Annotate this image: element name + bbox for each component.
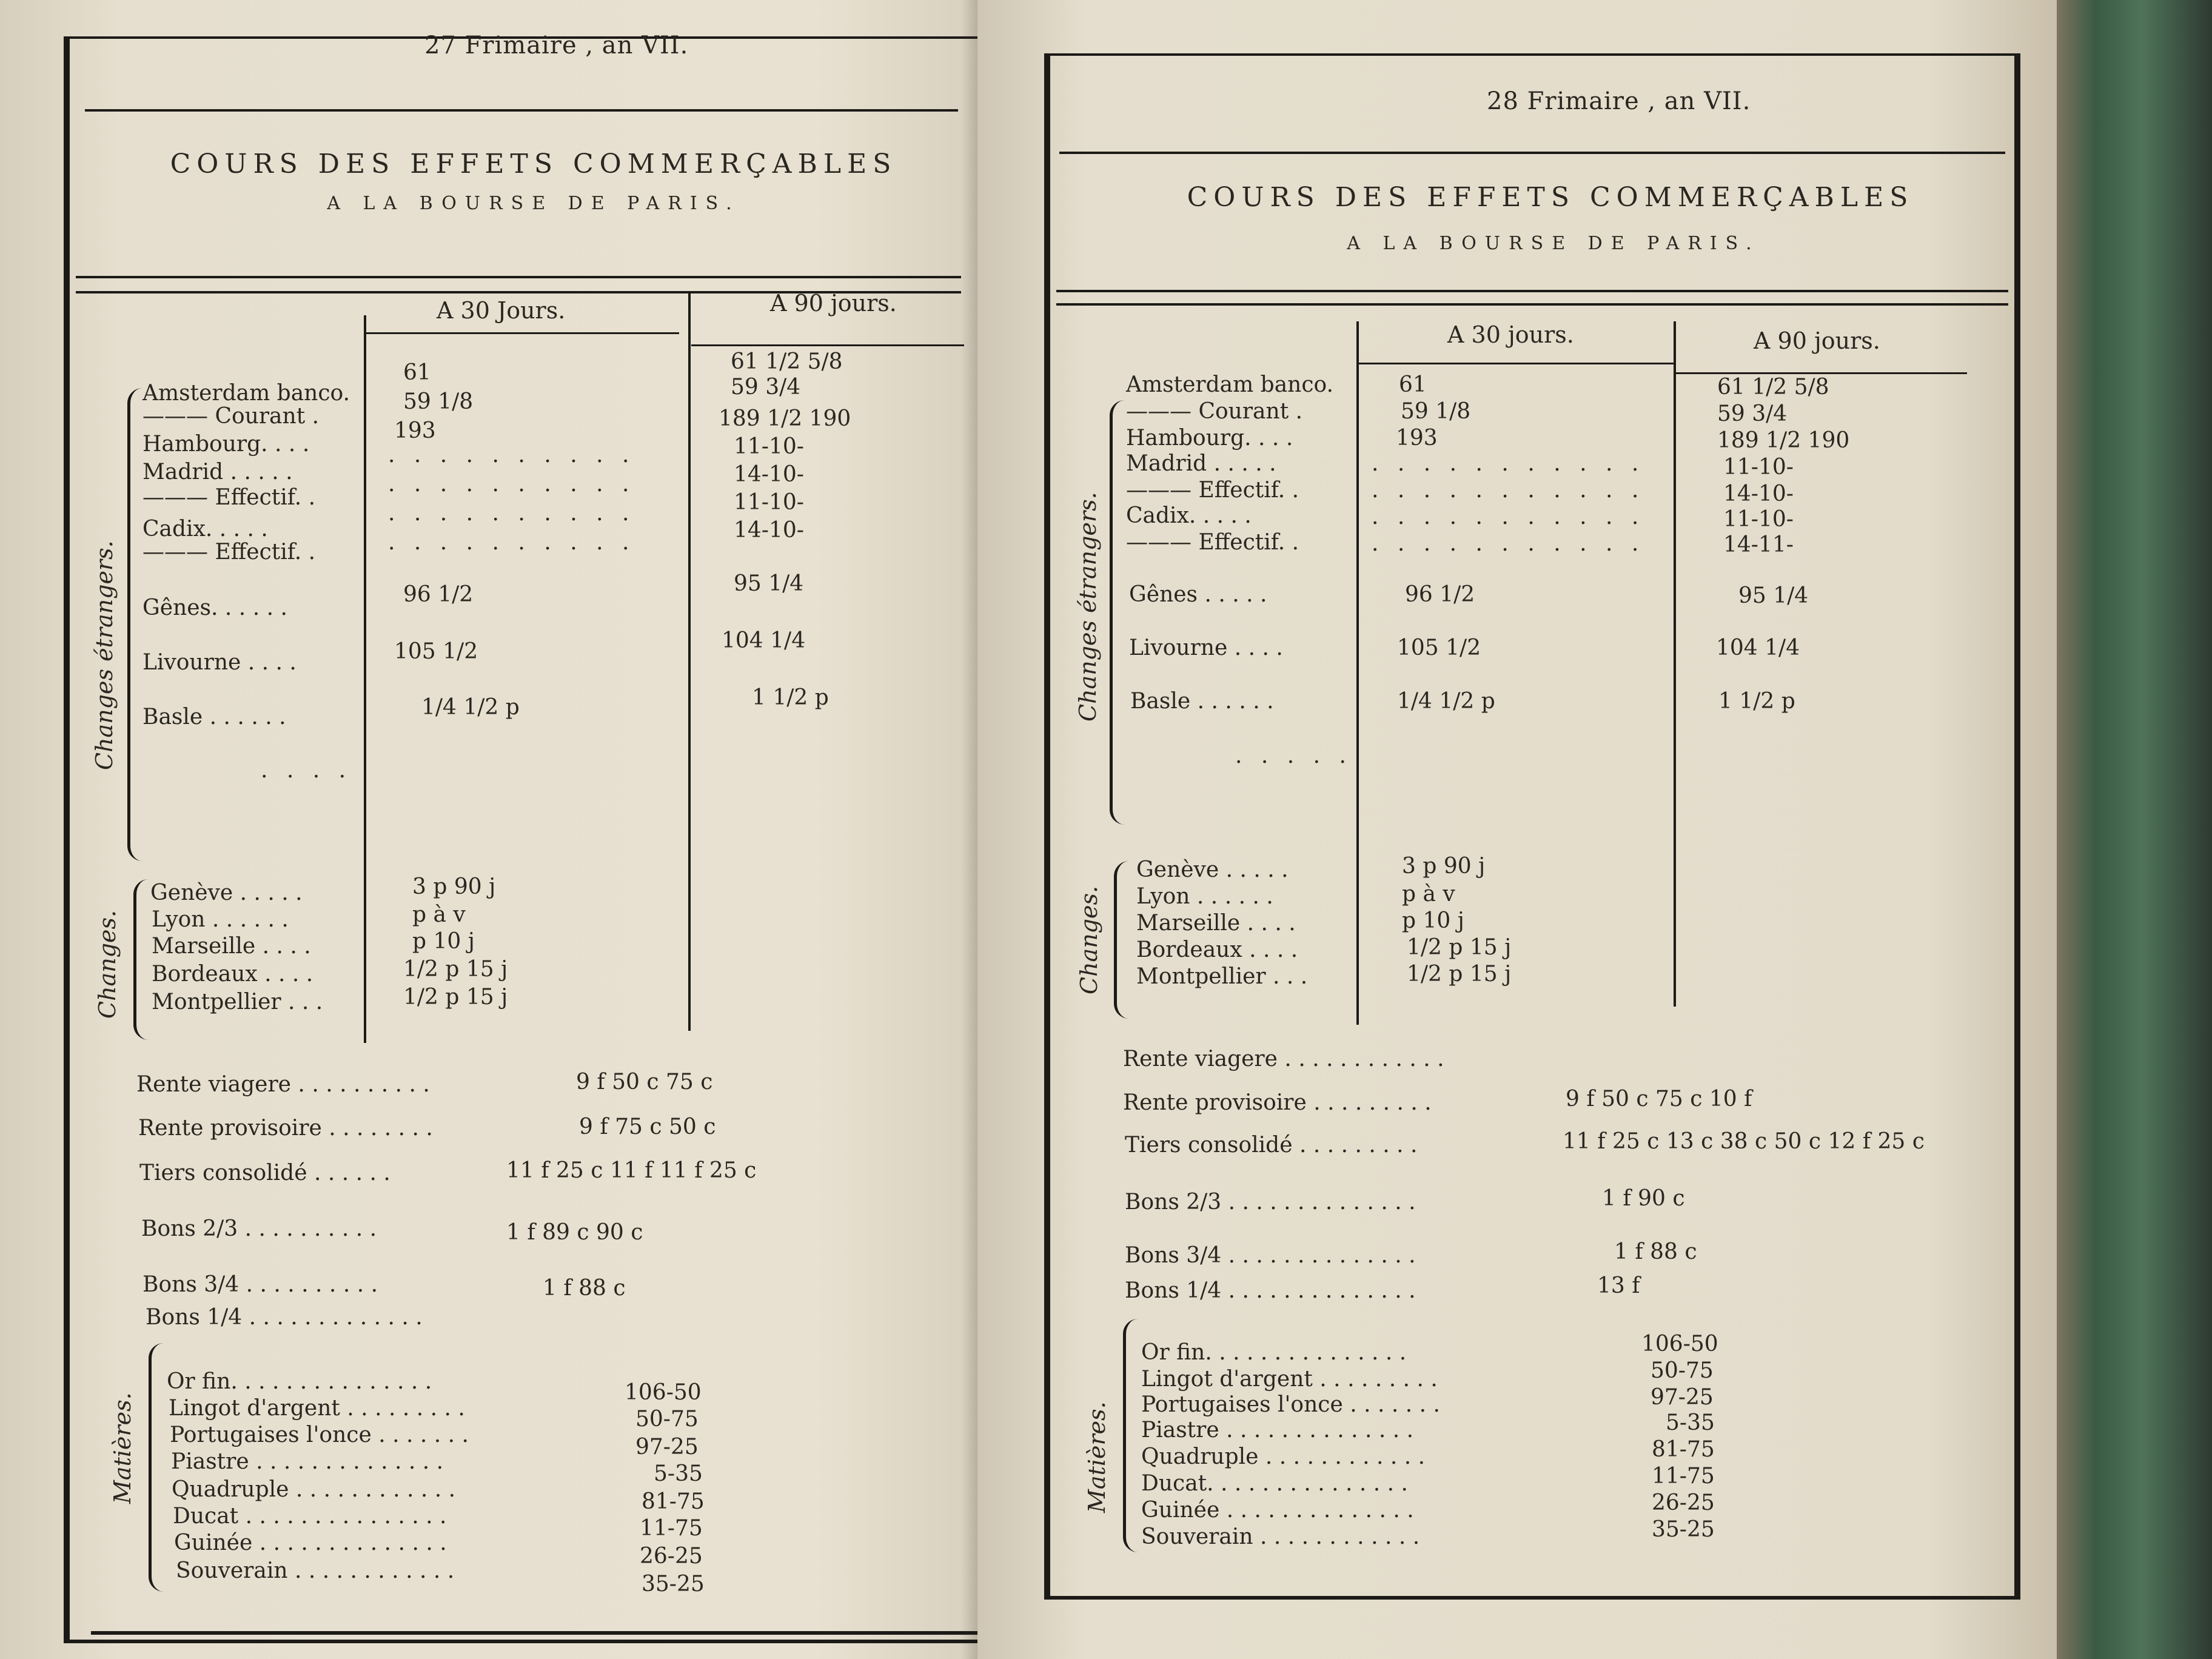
list-item: Genève . . . . . <box>150 880 303 905</box>
value-90: 61 1/2 5/8 <box>1717 375 1829 400</box>
list-item: Ducat . . . . . . . . . . . . . . . <box>173 1504 447 1529</box>
list-item: Portugaises l'once . . . . . . . <box>170 1423 469 1447</box>
list-item: Livourne . . . . <box>1129 635 1283 660</box>
list-item: Bordeaux . . . . <box>152 962 313 987</box>
list-item: Gênes. . . . . . <box>142 595 287 620</box>
value-90: 11-10- <box>1723 507 1794 532</box>
list-item: Rente provisoire . . . . . . . . <box>138 1116 433 1141</box>
value-30: p à v <box>412 902 466 927</box>
list-item: Piastre . . . . . . . . . . . . . . <box>171 1449 444 1474</box>
value-30: . . . . . . . . . . . <box>1372 451 1645 476</box>
value: 50-75 <box>635 1407 699 1432</box>
value-30: 61 <box>1399 372 1427 397</box>
list-item: Madrid . . . . . <box>142 460 293 484</box>
list-item: Lingot d'argent . . . . . . . . . <box>1141 1367 1438 1392</box>
list-item: Cadix. . . . . <box>1126 503 1252 528</box>
list-item: Portugaises l'once . . . . . . . <box>1141 1392 1440 1417</box>
list-item: Amsterdam banco. <box>1126 372 1334 397</box>
list-item: Tiers consolidé . . . . . . <box>139 1161 390 1185</box>
list-item: Bons 2/3 . . . . . . . . . . . . . . <box>1125 1190 1416 1215</box>
value-30: 3 p 90 j <box>1402 854 1486 879</box>
value: 106-50 <box>625 1380 702 1405</box>
list-item: Piastre . . . . . . . . . . . . . . <box>1141 1418 1414 1443</box>
list-item: Rente provisoire . . . . . . . . . <box>1123 1090 1432 1115</box>
list-item: Bons 1/4 . . . . . . . . . . . . . <box>146 1305 423 1330</box>
value: 1 f 88 c <box>1614 1239 1697 1264</box>
changes-etrangers-label: Changes étrangers. <box>1074 492 1101 722</box>
value-30: . . . . . . . . . . . <box>1372 504 1645 529</box>
value-90: 59 3/4 <box>1717 401 1788 426</box>
value-90: 61 1/2 5/8 <box>731 349 843 374</box>
left-subtitle: A LA BOURSE DE PARIS. <box>327 193 740 214</box>
column-divider <box>364 315 366 1043</box>
value: 26-25 <box>1652 1490 1715 1515</box>
value-30: . . . . . . . . . . . <box>1372 531 1645 556</box>
list-item: Madrid . . . . . <box>1126 451 1276 476</box>
column-header-30: A 30 jours. <box>1447 321 1574 348</box>
list-item: Hambourg. . . . <box>1126 426 1293 451</box>
value-30: 61 <box>403 360 431 385</box>
value-30: 1/2 p 15 j <box>1407 935 1512 960</box>
value-30: 193 <box>394 418 436 443</box>
value: 1 f 88 c <box>543 1276 626 1301</box>
left-running-head: 27 Frimaire , an VII. <box>424 32 689 59</box>
matieres-label: Matières. <box>1084 1401 1110 1513</box>
value-90: 14-11- <box>1723 532 1794 557</box>
list-item: Rente viagere . . . . . . . . . . . . <box>1123 1047 1444 1071</box>
value-30: p 10 j <box>1402 908 1464 933</box>
list-item: Bordeaux . . . . <box>1136 937 1298 962</box>
matieres-label: Matières. <box>109 1392 136 1504</box>
brace <box>133 879 149 1040</box>
value-30: 1/4 1/2 p <box>1397 689 1495 714</box>
value-90: 189 1/2 190 <box>719 406 851 431</box>
value-30: 96 1/2 <box>1405 582 1475 607</box>
list-item: Bons 1/4 . . . . . . . . . . . . . . <box>1125 1278 1416 1303</box>
value: 97-25 <box>635 1435 699 1460</box>
value-90: 14-10- <box>1723 481 1794 506</box>
column-header-30: A 30 Jours. <box>437 297 566 324</box>
value-30: 1/2 p 15 j <box>403 985 508 1010</box>
value-30: . . . . . . . . . . <box>388 472 635 497</box>
value-90: 1 1/2 p <box>752 685 829 710</box>
list-item: ——— Effectif. . <box>142 485 316 510</box>
header-rule <box>1056 290 2008 292</box>
value: 81-75 <box>1652 1437 1715 1462</box>
list-item: . . . . . <box>1235 743 1352 768</box>
list-item: ——— Courant . <box>1126 399 1303 424</box>
value-90: 11-10- <box>734 434 804 459</box>
list-item: Quadruple . . . . . . . . . . . . <box>1141 1444 1426 1469</box>
value: 50-75 <box>1651 1358 1714 1383</box>
column-header-90: A 90 jours. <box>1754 327 1880 354</box>
list-item: Bons 3/4 . . . . . . . . . . <box>142 1272 378 1297</box>
column-rule <box>691 344 964 346</box>
list-item: Lyon . . . . . . <box>152 907 289 932</box>
value-30: 1/2 p 15 j <box>1407 962 1512 987</box>
list-item: Bons 2/3 . . . . . . . . . . <box>141 1216 377 1241</box>
list-item: Hambourg. . . . <box>142 432 310 457</box>
value-30: . . . . . . . . . . <box>388 501 635 526</box>
value: 11-75 <box>640 1516 703 1541</box>
book-cover-edge <box>2057 0 2212 1659</box>
column-divider <box>1674 321 1676 1007</box>
list-item: Rente viagere . . . . . . . . . . <box>136 1072 430 1097</box>
value-90: 1 1/2 p <box>1718 689 1795 714</box>
value: 11-75 <box>1652 1464 1715 1489</box>
value-90: 14-10- <box>734 518 804 543</box>
header-rule <box>1056 303 2008 306</box>
value: 97-25 <box>1651 1385 1714 1410</box>
brace <box>1110 400 1125 825</box>
right-page <box>977 0 2057 1659</box>
right-subtitle: A LA BOURSE DE PARIS. <box>1347 233 1760 254</box>
list-item: Guinée . . . . . . . . . . . . . . <box>1141 1498 1414 1523</box>
column-rule <box>1358 363 1674 364</box>
list-item: Marseille . . . . <box>1136 911 1296 936</box>
value: 9 f 75 c 50 c <box>579 1114 716 1139</box>
list-item: Basle . . . . . . <box>1130 689 1274 714</box>
value-90: 189 1/2 190 <box>1717 428 1850 453</box>
value-90: 95 1/4 <box>734 571 804 596</box>
value: 5-35 <box>1666 1410 1715 1435</box>
value-30: 1/4 1/2 p <box>421 695 520 720</box>
list-item: Or fin. . . . . . . . . . . . . . . <box>167 1369 432 1394</box>
list-item: Or fin. . . . . . . . . . . . . . . <box>1141 1340 1407 1365</box>
list-item: . . . . <box>261 758 352 783</box>
value: 11 f 25 c 11 f 11 f 25 c <box>506 1158 757 1183</box>
brace <box>1123 1319 1138 1552</box>
brace <box>149 1343 164 1592</box>
value: 106-50 <box>1641 1332 1718 1356</box>
value: 13 f <box>1597 1273 1640 1298</box>
list-item: ——— Courant . <box>142 404 320 429</box>
list-item: Amsterdam banco. <box>142 381 350 406</box>
value: 81-75 <box>642 1489 705 1514</box>
list-item: Souverain . . . . . . . . . . . . <box>176 1558 455 1583</box>
list-item: Cadix. . . . . <box>142 517 268 541</box>
list-item: Bons 3/4 . . . . . . . . . . . . . . <box>1125 1243 1416 1268</box>
header-rule <box>85 109 958 112</box>
value-90: 11-10- <box>1723 455 1794 480</box>
list-item: Marseille . . . . <box>152 934 311 959</box>
value-30: 59 1/8 <box>1401 399 1471 424</box>
value: 35-25 <box>642 1572 705 1597</box>
list-item: Quadruple . . . . . . . . . . . . <box>172 1477 456 1502</box>
left-page <box>0 0 1019 1659</box>
value-90: 95 1/4 <box>1738 583 1809 608</box>
list-item: Montpellier . . . <box>1136 964 1308 989</box>
value-90: 11-10- <box>734 490 804 515</box>
column-rule <box>364 332 679 334</box>
column-rule <box>1676 372 1967 374</box>
value: 1 f 89 c 90 c <box>506 1220 643 1245</box>
value-30: 1/2 p 15 j <box>403 957 508 982</box>
changes-etrangers-label: Changes étrangers. <box>91 540 118 770</box>
value-30: 105 1/2 <box>394 639 478 664</box>
header-rule <box>1059 152 2005 154</box>
column-divider <box>688 291 691 1031</box>
value: 11 f 25 c 13 c 38 c 50 c 12 f 25 c <box>1563 1129 1925 1154</box>
brace <box>1114 861 1129 1019</box>
value: 9 f 50 c 75 c 10 f <box>1566 1087 1752 1111</box>
value-30: . . . . . . . . . . . <box>1372 478 1645 503</box>
list-item: Montpellier . . . <box>152 990 323 1014</box>
value: 9 f 50 c 75 c <box>576 1070 713 1094</box>
value-30: p 10 j <box>412 929 475 954</box>
value-30: . . . . . . . . . . <box>388 530 635 555</box>
value-90: 59 3/4 <box>731 375 801 400</box>
list-item: ——— Effectif. . <box>1126 478 1299 503</box>
value-30: 193 <box>1396 426 1438 451</box>
list-item: Ducat. . . . . . . . . . . . . . . <box>1141 1471 1408 1496</box>
value-90: 104 1/4 <box>722 628 806 653</box>
value-30: 3 p 90 j <box>412 874 496 899</box>
value: 5-35 <box>654 1461 703 1486</box>
value-90: 104 1/4 <box>1716 635 1800 660</box>
list-item: Basle . . . . . . <box>142 705 286 729</box>
column-header-90: A 90 jours. <box>770 290 897 317</box>
left-title: COURS DES EFFETS COMMERÇABLES <box>170 149 897 179</box>
list-item: Livourne . . . . <box>142 650 297 675</box>
list-item: ——— Effectif. . <box>142 540 316 565</box>
list-item: Genève . . . . . <box>1136 857 1289 882</box>
value-30: p à v <box>1402 882 1455 907</box>
changes-label: Changes. <box>94 910 121 1019</box>
right-title: COURS DES EFFETS COMMERÇABLES <box>1187 182 1914 213</box>
footer-rule <box>91 1631 1000 1635</box>
right-running-head: 28 Frimaire , an VII. <box>1487 87 1751 115</box>
header-rule <box>76 276 961 278</box>
value-90: 14-10- <box>734 462 804 487</box>
column-divider <box>1356 321 1359 1025</box>
list-item: ——— Effectif. . <box>1126 530 1299 555</box>
list-item: Guinée . . . . . . . . . . . . . . <box>174 1530 447 1555</box>
value-30: 59 1/8 <box>403 389 474 414</box>
value: 35-25 <box>1652 1517 1715 1542</box>
value-30: 96 1/2 <box>403 582 474 607</box>
list-item: Gênes . . . . . <box>1129 582 1267 607</box>
value-30: . . . . . . . . . . <box>388 443 635 468</box>
brace <box>127 388 142 861</box>
value-30: 105 1/2 <box>1397 635 1481 660</box>
list-item: Souverain . . . . . . . . . . . . <box>1141 1524 1420 1549</box>
list-item: Lyon . . . . . . <box>1136 884 1273 909</box>
changes-label: Changes. <box>1076 885 1102 994</box>
list-item: Tiers consolidé . . . . . . . . . <box>1125 1133 1418 1158</box>
list-item: Lingot d'argent . . . . . . . . . <box>169 1396 465 1421</box>
value: 26-25 <box>640 1544 703 1569</box>
value: 1 f 90 c <box>1602 1186 1685 1211</box>
